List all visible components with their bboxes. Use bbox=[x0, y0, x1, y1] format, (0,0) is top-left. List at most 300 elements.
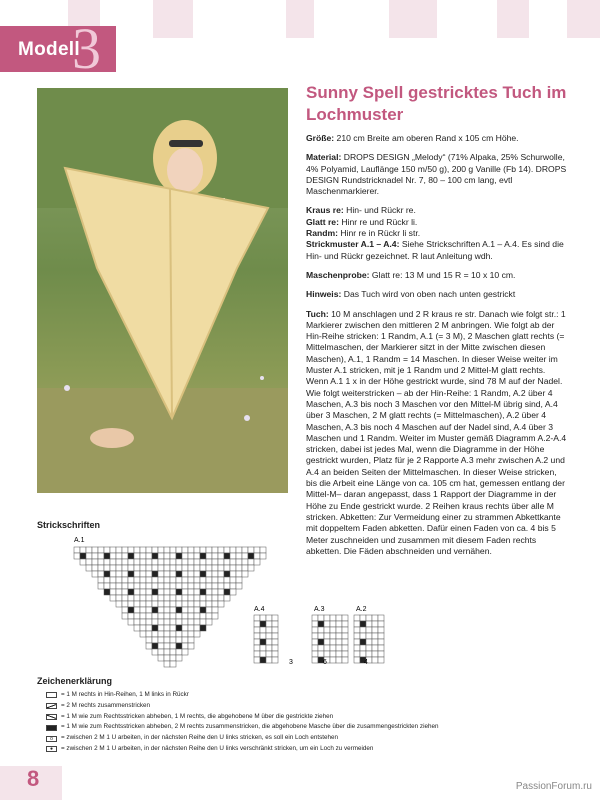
chart-cell bbox=[116, 595, 122, 601]
chart-cell bbox=[110, 559, 116, 565]
chart-cell bbox=[330, 645, 336, 651]
chart-cell bbox=[378, 645, 384, 651]
chart-cell bbox=[164, 583, 170, 589]
chart-cell bbox=[324, 633, 330, 639]
chart-cell bbox=[158, 553, 164, 559]
chart-cell bbox=[110, 565, 116, 571]
chart-cell bbox=[188, 547, 194, 553]
chart-cell bbox=[182, 559, 188, 565]
chart-cell bbox=[188, 577, 194, 583]
chart-cell bbox=[366, 639, 372, 645]
chart-cell bbox=[158, 571, 164, 577]
k2tog-icon bbox=[46, 703, 57, 709]
chart-cell bbox=[312, 645, 318, 651]
chart-cell bbox=[200, 589, 206, 595]
chart-cell bbox=[372, 657, 378, 663]
chart-cell bbox=[378, 657, 384, 663]
chart-cell bbox=[188, 553, 194, 559]
chart-cell bbox=[122, 571, 128, 577]
chart-cell bbox=[158, 601, 164, 607]
chart-cell bbox=[122, 577, 128, 583]
chart-cell bbox=[134, 553, 140, 559]
chart-cell bbox=[152, 631, 158, 637]
skp-icon bbox=[46, 714, 57, 720]
chart-cell bbox=[164, 661, 170, 667]
chart-cell bbox=[176, 577, 182, 583]
chart-cell bbox=[336, 627, 342, 633]
chart-a2-label: A.2 bbox=[356, 606, 367, 613]
chart-cell bbox=[170, 559, 176, 565]
chart-cell bbox=[200, 613, 206, 619]
chart-cell bbox=[200, 601, 206, 607]
chart-cell bbox=[330, 621, 336, 627]
chart-cell bbox=[122, 547, 128, 553]
chart-cell bbox=[218, 589, 224, 595]
chart-cell bbox=[236, 565, 242, 571]
paragraph-label: Kraus re: bbox=[306, 205, 344, 216]
chart-cell bbox=[134, 583, 140, 589]
chart-cell bbox=[224, 595, 230, 601]
chart-cell bbox=[152, 625, 158, 631]
chart-cell bbox=[140, 559, 146, 565]
band-block bbox=[497, 0, 529, 38]
chart-cell bbox=[74, 547, 80, 553]
chart-cell bbox=[266, 639, 272, 645]
band-block bbox=[286, 0, 314, 38]
chart-cell bbox=[128, 583, 134, 589]
chart-cell bbox=[200, 547, 206, 553]
chart-cell bbox=[104, 553, 110, 559]
chart-cell bbox=[200, 619, 206, 625]
chart-cell bbox=[176, 637, 182, 643]
paragraph-text: DROPS DESIGN „Melody“ (71% Alpaka, 25% Schurwolle, 4% Polyamid, Lauflänge 150 m/50 g), 200 g Vanille (Fb 14). DROPS DESIGN Rundstricknadel Nr. 7, 80 – 100 cm lang, evtl Maschenmarkierer. bbox=[306, 152, 567, 197]
chart-cell bbox=[260, 657, 266, 663]
chart-cell bbox=[342, 621, 348, 627]
chart-cell bbox=[330, 627, 336, 633]
chart-cell bbox=[324, 621, 330, 627]
chart-cell bbox=[176, 595, 182, 601]
chart-cell bbox=[110, 553, 116, 559]
chart-cell bbox=[92, 559, 98, 565]
chart-cell bbox=[272, 651, 278, 657]
chart-cell bbox=[116, 559, 122, 565]
chart-cell bbox=[212, 607, 218, 613]
chart-cell bbox=[272, 633, 278, 639]
chart-cell bbox=[170, 631, 176, 637]
chart-cell bbox=[366, 621, 372, 627]
chart-cell bbox=[312, 633, 318, 639]
legend-list bbox=[46, 690, 438, 755]
chart-cell bbox=[194, 553, 200, 559]
chart-cell bbox=[182, 577, 188, 583]
legend-item bbox=[46, 701, 438, 712]
chart-cell bbox=[164, 589, 170, 595]
chart-cell bbox=[378, 627, 384, 633]
paragraph-label: Maschenprobe: bbox=[306, 269, 370, 280]
chart-cell bbox=[164, 559, 170, 565]
chart-cell bbox=[122, 607, 128, 613]
chart-cell bbox=[164, 613, 170, 619]
chart-cell bbox=[182, 631, 188, 637]
chart-cell bbox=[158, 613, 164, 619]
chart-cell bbox=[200, 559, 206, 565]
chart-cell bbox=[336, 633, 342, 639]
paragraph bbox=[306, 270, 568, 281]
chart-cell bbox=[116, 547, 122, 553]
chart-cell bbox=[116, 577, 122, 583]
chart-cell bbox=[170, 583, 176, 589]
chart-cell bbox=[140, 619, 146, 625]
chart-cell bbox=[266, 657, 272, 663]
paragraph-text: Das Tuch wird von oben nach unten gestrickt bbox=[341, 289, 516, 300]
chart-cell bbox=[324, 627, 330, 633]
chart-cell bbox=[206, 565, 212, 571]
chart-cell bbox=[372, 627, 378, 633]
chart-cell bbox=[312, 615, 318, 621]
chart-cell bbox=[122, 583, 128, 589]
chart-cell bbox=[224, 589, 230, 595]
chart-cell bbox=[158, 643, 164, 649]
chart-cell bbox=[152, 595, 158, 601]
chart-cell bbox=[242, 559, 248, 565]
chart-cell bbox=[92, 571, 98, 577]
chart-cell bbox=[152, 565, 158, 571]
chart-cell bbox=[194, 631, 200, 637]
chart-cell bbox=[342, 639, 348, 645]
chart-cell bbox=[146, 601, 152, 607]
chart-cell bbox=[336, 639, 342, 645]
chart-cell bbox=[152, 577, 158, 583]
paragraph-label: Tuch: bbox=[306, 308, 329, 319]
chart-cell bbox=[188, 637, 194, 643]
chart-cell bbox=[318, 621, 324, 627]
chart-cell bbox=[122, 553, 128, 559]
chart-cell bbox=[146, 583, 152, 589]
chart-cell bbox=[188, 559, 194, 565]
chart-cell bbox=[176, 553, 182, 559]
chart-cell bbox=[224, 571, 230, 577]
chart-cell bbox=[116, 553, 122, 559]
sk2p-icon bbox=[46, 725, 57, 731]
chart-cell bbox=[206, 571, 212, 577]
chart-cell bbox=[188, 619, 194, 625]
chart-cell bbox=[266, 615, 272, 621]
chart-cell bbox=[254, 559, 260, 565]
chart-cell bbox=[170, 661, 176, 667]
chart-cell bbox=[342, 633, 348, 639]
chart-cell bbox=[128, 601, 134, 607]
chart-cell bbox=[212, 601, 218, 607]
chart-cell bbox=[86, 559, 92, 565]
chart-cell bbox=[182, 619, 188, 625]
chart-cell bbox=[146, 607, 152, 613]
chart-cell bbox=[182, 583, 188, 589]
chart-cell bbox=[236, 577, 242, 583]
chart-cell bbox=[218, 553, 224, 559]
chart-cell bbox=[312, 627, 318, 633]
chart-cell bbox=[80, 553, 86, 559]
chart-cell bbox=[272, 639, 278, 645]
chart-cell bbox=[170, 619, 176, 625]
chart-cell bbox=[128, 613, 134, 619]
model-label: Modell bbox=[18, 39, 80, 60]
chart-cell bbox=[206, 577, 212, 583]
chart-cell bbox=[372, 615, 378, 621]
chart-cell bbox=[336, 657, 342, 663]
paragraph bbox=[306, 228, 568, 239]
chart-cell bbox=[236, 559, 242, 565]
chart-cell bbox=[194, 559, 200, 565]
paragraph-label: Strickmuster A.1 – A.4: bbox=[306, 239, 400, 250]
chart-cell bbox=[254, 645, 260, 651]
chart-cell bbox=[152, 613, 158, 619]
chart-cell bbox=[230, 553, 236, 559]
chart-cell bbox=[152, 559, 158, 565]
chart-cell bbox=[188, 607, 194, 613]
chart-cell bbox=[330, 657, 336, 663]
chart-cell bbox=[194, 583, 200, 589]
chart-cell bbox=[104, 577, 110, 583]
chart-cell bbox=[128, 607, 134, 613]
chart-cell bbox=[164, 649, 170, 655]
chart-cell bbox=[140, 583, 146, 589]
chart-cell bbox=[110, 589, 116, 595]
chart-cell bbox=[318, 639, 324, 645]
chart-cell bbox=[104, 559, 110, 565]
paragraph bbox=[306, 239, 568, 262]
chart-a2-count: 4 bbox=[364, 659, 368, 666]
chart-cell bbox=[312, 621, 318, 627]
chart-cell bbox=[206, 619, 212, 625]
chart-cell bbox=[98, 571, 104, 577]
chart-cell bbox=[324, 645, 330, 651]
chart-cell bbox=[164, 619, 170, 625]
chart-cell bbox=[336, 621, 342, 627]
chart-cell bbox=[194, 589, 200, 595]
chart-cell bbox=[80, 559, 86, 565]
chart-cell bbox=[206, 601, 212, 607]
chart-a3-label: A.3 bbox=[314, 606, 325, 613]
chart-cell bbox=[248, 553, 254, 559]
chart-cell bbox=[366, 645, 372, 651]
paragraph bbox=[306, 205, 568, 216]
yo-tbl-icon: ● bbox=[46, 746, 57, 752]
chart-cell bbox=[128, 547, 134, 553]
chart-cell bbox=[230, 565, 236, 571]
chart-cell bbox=[188, 631, 194, 637]
chart-cell bbox=[354, 627, 360, 633]
chart-cell bbox=[182, 565, 188, 571]
chart-cell bbox=[324, 615, 330, 621]
chart-cell bbox=[116, 589, 122, 595]
chart-cell bbox=[200, 595, 206, 601]
shawl-photo bbox=[37, 88, 288, 493]
chart-cell bbox=[158, 595, 164, 601]
chart-cell bbox=[212, 565, 218, 571]
chart-cell bbox=[140, 601, 146, 607]
chart-cell bbox=[134, 619, 140, 625]
chart-cell bbox=[182, 637, 188, 643]
chart-cell bbox=[146, 625, 152, 631]
chart-cell bbox=[128, 619, 134, 625]
chart-cell bbox=[164, 607, 170, 613]
chart-cell bbox=[170, 601, 176, 607]
chart-cell bbox=[372, 645, 378, 651]
chart-cell bbox=[182, 649, 188, 655]
chart-cell bbox=[318, 651, 324, 657]
chart-cell bbox=[182, 607, 188, 613]
chart-cell bbox=[248, 559, 254, 565]
paragraph-label: Glatt re: bbox=[306, 216, 339, 227]
chart-cell bbox=[158, 607, 164, 613]
chart-cell bbox=[200, 571, 206, 577]
chart-cell bbox=[122, 601, 128, 607]
chart-cell bbox=[140, 595, 146, 601]
chart-cell bbox=[266, 633, 272, 639]
chart-cell bbox=[230, 583, 236, 589]
chart-cell bbox=[86, 553, 92, 559]
chart-cell bbox=[146, 631, 152, 637]
chart-cell bbox=[342, 645, 348, 651]
chart-cell bbox=[122, 589, 128, 595]
chart-cell bbox=[242, 565, 248, 571]
chart-cell bbox=[176, 607, 182, 613]
chart-cell bbox=[218, 565, 224, 571]
chart-cell bbox=[212, 589, 218, 595]
chart-cell bbox=[378, 621, 384, 627]
chart-cell bbox=[176, 583, 182, 589]
chart-cell bbox=[342, 651, 348, 657]
chart-cell bbox=[260, 633, 266, 639]
paragraph-text: Hinr re in Rückr li str. bbox=[338, 228, 421, 239]
chart-cell bbox=[194, 613, 200, 619]
chart-cell bbox=[224, 553, 230, 559]
chart-cell bbox=[134, 589, 140, 595]
chart-cell bbox=[182, 613, 188, 619]
chart-cell bbox=[230, 577, 236, 583]
chart-cell bbox=[92, 553, 98, 559]
chart-cell bbox=[170, 625, 176, 631]
chart-cell bbox=[188, 643, 194, 649]
chart-cell bbox=[152, 589, 158, 595]
model-number: 3 bbox=[72, 16, 101, 81]
chart-cell bbox=[134, 565, 140, 571]
charts-title: Strickschriften bbox=[37, 520, 101, 530]
legend-title: Zeichenerklärung bbox=[37, 676, 113, 686]
chart-cell bbox=[236, 583, 242, 589]
chart-cell bbox=[140, 565, 146, 571]
chart-cell bbox=[242, 553, 248, 559]
chart-cell bbox=[200, 553, 206, 559]
chart-cell bbox=[176, 589, 182, 595]
chart-cell bbox=[330, 615, 336, 621]
page-number: 8 bbox=[27, 766, 40, 791]
chart-cell bbox=[194, 547, 200, 553]
chart-cell bbox=[170, 607, 176, 613]
chart-cell bbox=[224, 577, 230, 583]
chart-cell bbox=[354, 657, 360, 663]
chart-cell bbox=[272, 621, 278, 627]
chart-cell bbox=[146, 595, 152, 601]
chart-cell bbox=[366, 627, 372, 633]
chart-cell bbox=[372, 633, 378, 639]
chart-cell bbox=[260, 639, 266, 645]
chart-cell bbox=[104, 571, 110, 577]
chart-cell bbox=[98, 559, 104, 565]
chart-cell bbox=[170, 655, 176, 661]
band-block bbox=[389, 0, 437, 38]
chart-cell bbox=[140, 547, 146, 553]
chart-cell bbox=[312, 639, 318, 645]
chart-cell bbox=[128, 595, 134, 601]
chart-cell bbox=[218, 595, 224, 601]
chart-cell bbox=[146, 619, 152, 625]
chart-cell bbox=[188, 571, 194, 577]
paragraph-text: Hin- und Rückr re. bbox=[343, 205, 416, 216]
chart-cell bbox=[98, 565, 104, 571]
chart-cell bbox=[170, 643, 176, 649]
legend-item bbox=[46, 690, 438, 701]
chart-cell bbox=[134, 613, 140, 619]
chart-cell bbox=[218, 571, 224, 577]
chart-cell bbox=[158, 655, 164, 661]
chart-cell bbox=[372, 639, 378, 645]
chart-cell bbox=[188, 583, 194, 589]
chart-cell bbox=[372, 621, 378, 627]
a1-grid bbox=[74, 547, 266, 667]
chart-cell bbox=[194, 577, 200, 583]
chart-cell bbox=[318, 615, 324, 621]
chart-cell bbox=[200, 607, 206, 613]
chart-cell bbox=[206, 583, 212, 589]
chart-cell bbox=[266, 645, 272, 651]
chart-cell bbox=[134, 595, 140, 601]
chart-cell bbox=[176, 601, 182, 607]
chart-cell bbox=[360, 621, 366, 627]
chart-cell bbox=[218, 577, 224, 583]
chart-cell bbox=[212, 613, 218, 619]
chart-cell bbox=[254, 615, 260, 621]
chart-cell bbox=[188, 613, 194, 619]
chart-cell bbox=[170, 637, 176, 643]
legend-item bbox=[46, 733, 438, 744]
chart-cell bbox=[336, 651, 342, 657]
chart-cell bbox=[146, 553, 152, 559]
chart-cell bbox=[170, 571, 176, 577]
chart-cell bbox=[188, 601, 194, 607]
chart-cell bbox=[266, 621, 272, 627]
chart-cell bbox=[164, 553, 170, 559]
photo-illustration bbox=[37, 88, 288, 493]
chart-cell bbox=[116, 571, 122, 577]
paragraph-text: Hinr re und Rückr li. bbox=[338, 216, 418, 227]
paragraph-label: Material: bbox=[306, 152, 342, 163]
chart-cell bbox=[140, 553, 146, 559]
chart-cell bbox=[366, 651, 372, 657]
legend-item bbox=[46, 722, 438, 733]
chart-cell bbox=[170, 595, 176, 601]
chart-cell bbox=[312, 657, 318, 663]
chart-cell bbox=[158, 565, 164, 571]
chart-cell bbox=[230, 589, 236, 595]
chart-cell bbox=[360, 639, 366, 645]
chart-cell bbox=[218, 601, 224, 607]
chart-cell bbox=[272, 615, 278, 621]
chart-cell bbox=[158, 583, 164, 589]
chart-cell bbox=[170, 649, 176, 655]
chart-a4-label: A.4 bbox=[254, 606, 265, 613]
chart-cell bbox=[152, 583, 158, 589]
